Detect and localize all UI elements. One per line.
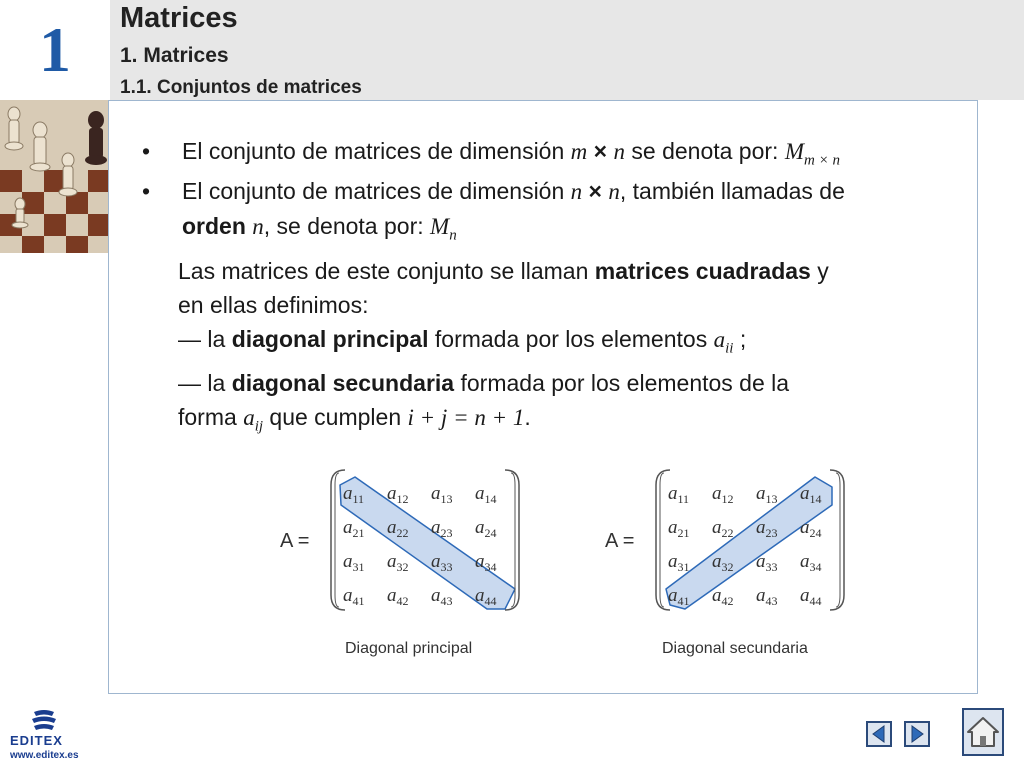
matrix-element: $a_{43}$: [756, 585, 778, 608]
matrix-element: $a_{31}$: [343, 551, 365, 574]
matrix-caption: Diagonal principal: [345, 640, 473, 657]
left-bracket-inner: [660, 473, 664, 607]
text: en ellas definimos:: [178, 292, 369, 318]
bold-term: matrices cuadradas: [594, 258, 811, 284]
matrix-element: $a_{44}$: [800, 585, 822, 608]
matrix-element: $a_{42}$: [387, 585, 409, 608]
matrix-element: $a_{13}$: [431, 483, 453, 506]
matrix-element: $a_{24}$: [475, 517, 497, 540]
bold-term: orden: [182, 213, 246, 239]
text: formada por los elementos de la: [454, 369, 790, 396]
bullet-dot: •: [142, 178, 151, 204]
text: .: [524, 403, 531, 430]
next-slide-icon[interactable]: [904, 721, 930, 747]
text: que cumplen: [263, 403, 408, 430]
chapter-number: 1: [39, 14, 71, 85]
math-n: n: [252, 214, 264, 239]
matrix-element: $a_{11}$: [668, 483, 690, 506]
matrix-element: $a_{14}$: [475, 483, 497, 506]
matrix-element: $a_{32}$: [712, 551, 734, 574]
matrix-element: $a_{33}$: [431, 551, 453, 574]
matrix-element: $a_{24}$: [800, 517, 822, 540]
math-a: a: [713, 327, 726, 352]
bullet-text: El conjunto de matrices de dimensión: [182, 178, 571, 204]
matrix-element: $a_{12}$: [387, 483, 409, 506]
bullet-item-2: [142, 174, 942, 253]
matrix-element: $a_{11}$: [343, 483, 365, 506]
matrix-lhs: A =: [605, 530, 635, 552]
times-sign: ×: [587, 138, 614, 164]
math-n: n: [570, 179, 583, 204]
matrix-caption: Diagonal secundaria: [662, 640, 808, 657]
matrix-element: $a_{31}$: [668, 551, 690, 574]
bullet-dot: •: [142, 138, 151, 164]
logo-text[interactable]: EDITEX: [10, 733, 63, 748]
bullet-text: , se denota por:: [263, 213, 431, 239]
matrix-element: $a_{13}$: [756, 483, 778, 506]
matrix-element: $a_{32}$: [387, 551, 409, 574]
math-M: M: [430, 214, 450, 239]
bullet-text: se denota por:: [625, 138, 785, 164]
chess-board-image: [0, 100, 110, 253]
matrix-figure-secondary: [600, 465, 860, 665]
bold-term: diagonal secundaria: [231, 369, 455, 396]
text: formada por los elementos: [428, 326, 714, 352]
matrix-element: $a_{21}$: [668, 517, 690, 540]
page-title: Matrices: [120, 2, 238, 34]
home-icon[interactable]: [962, 708, 1004, 756]
matrix-element: $a_{41}$: [343, 585, 365, 608]
matrix-element: $a_{22}$: [712, 517, 734, 540]
left-bracket-inner: [335, 473, 339, 607]
math-m: m: [570, 139, 588, 164]
math-equation: i + j = n + 1: [407, 404, 525, 430]
text: forma: [178, 403, 244, 430]
math-subscript: n: [449, 227, 457, 244]
math-n: n: [613, 139, 625, 164]
matrix-element: $a_{23}$: [756, 517, 778, 540]
matrix-figure-principal: [275, 465, 535, 665]
bullet-text: , también llamadas de: [619, 178, 845, 204]
previous-slide-icon[interactable]: [866, 721, 892, 747]
matrix-element: $a_{14}$: [800, 483, 822, 506]
matrix-element: $a_{34}$: [800, 551, 822, 574]
math-subscript: ii: [725, 340, 734, 357]
matrix-element: $a_{44}$: [475, 585, 497, 608]
matrix-element: $a_{41}$: [668, 585, 690, 608]
text: — la: [178, 326, 232, 352]
matrix-element: $a_{12}$: [712, 483, 734, 506]
math-subscript: ij: [254, 418, 264, 435]
section-title: 1. Matrices: [120, 44, 229, 67]
times-sign: ×: [582, 178, 609, 204]
matrix-element: $a_{42}$: [712, 585, 734, 608]
subsection-title: 1.1. Conjuntos de matrices: [120, 77, 362, 98]
math-M: M: [784, 139, 805, 164]
bold-term: diagonal principal: [231, 326, 429, 352]
math-n: n: [608, 179, 620, 204]
matrix-element: $a_{33}$: [756, 551, 778, 574]
matrix-lhs: A =: [280, 530, 310, 552]
math-a: a: [243, 404, 255, 430]
matrix-element: $a_{43}$: [431, 585, 453, 608]
matrix-element: $a_{34}$: [475, 551, 497, 574]
logo-url[interactable]: www.editex.es: [10, 750, 79, 761]
text: ;: [733, 326, 747, 352]
matrix-element: $a_{22}$: [387, 517, 409, 540]
matrix-element: $a_{23}$: [431, 517, 453, 540]
text: — la: [178, 369, 232, 396]
definition-paragraph: [178, 254, 938, 443]
text: Las matrices de este conjunto se llaman: [178, 258, 595, 284]
right-bracket-inner: [836, 473, 840, 607]
bullet-text: El conjunto de matrices de dimensión: [182, 138, 571, 164]
math-subscript: m × n: [804, 152, 840, 169]
text: y: [810, 258, 829, 284]
bullet-item-1: [142, 134, 840, 178]
matrix-element: $a_{21}$: [343, 517, 365, 540]
